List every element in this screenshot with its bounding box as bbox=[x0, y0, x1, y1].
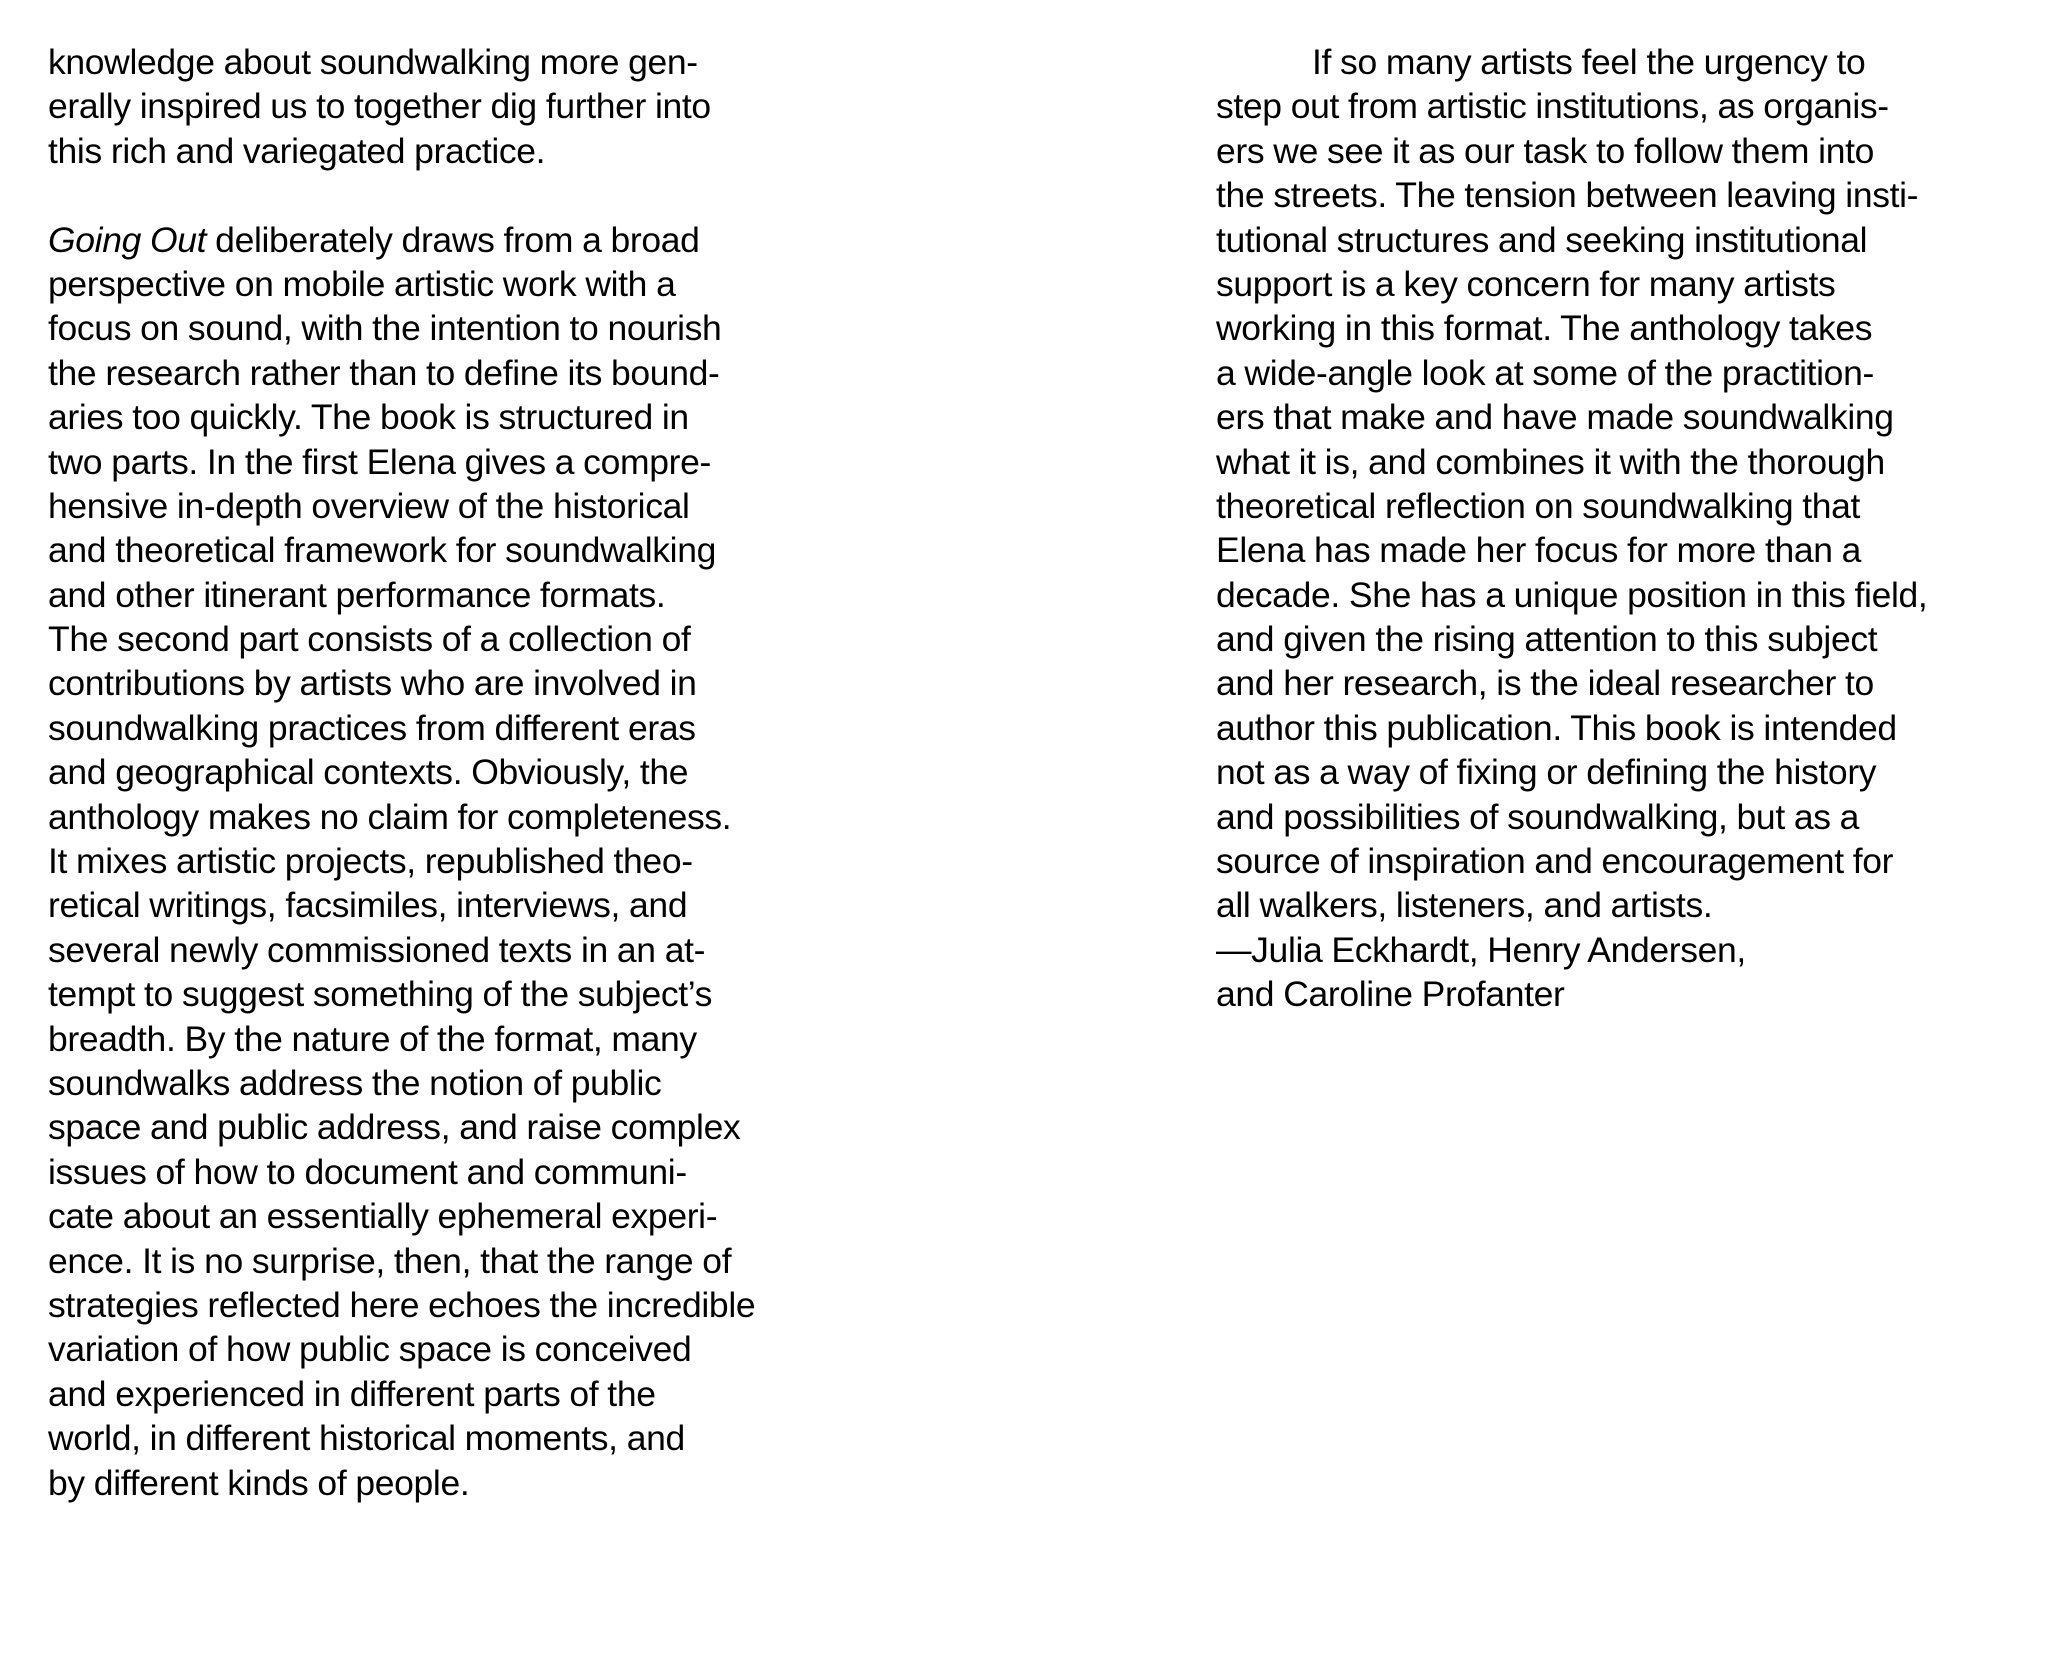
text-line: It mixes artistic projects, republished theo- bbox=[48, 841, 693, 882]
text-line: source of inspiration and encouragement for bbox=[1216, 841, 1894, 882]
text-line: a wide-angle look at some of the practition- bbox=[1216, 352, 1874, 393]
text-line: hensive in-depth overview of the historical bbox=[48, 485, 690, 526]
text-line: and theoretical framework for soundwalking bbox=[48, 530, 717, 571]
text-line: by different kinds of people. bbox=[48, 1462, 470, 1503]
text-line: ence. It is no surprise, then, that the range of bbox=[48, 1240, 732, 1281]
text-fragment: deliberately draws from a broad bbox=[206, 219, 700, 260]
text-line: space and public address, and raise complex bbox=[48, 1107, 741, 1148]
text-line: soundwalking practices from different eras bbox=[48, 707, 696, 748]
text-line: world, in different historical moments, and bbox=[48, 1418, 685, 1459]
text-line: several newly commissioned texts in an at- bbox=[48, 929, 706, 970]
text-line: erally inspired us to together dig further into bbox=[48, 86, 711, 127]
text-line: ers we see it as our task to follow them into bbox=[1216, 130, 1874, 171]
text-line: Elena has made her focus for more than a bbox=[1216, 530, 1862, 571]
left-paragraph-2 bbox=[48, 218, 868, 1505]
text-line: strategies reflected here echoes the incredible bbox=[48, 1284, 756, 1325]
text-line: working in this format. The anthology takes bbox=[1216, 308, 1873, 349]
text-line: and geographical contexts. Obviously, the bbox=[48, 752, 689, 793]
text-line: and experienced in different parts of the bbox=[48, 1373, 656, 1414]
signature-line: and Caroline Profanter bbox=[1216, 974, 1565, 1015]
book-title: Going Out bbox=[48, 219, 207, 260]
text-line: tutional structures and seeking institutional bbox=[1216, 219, 1868, 260]
text-line: breadth. By the nature of the format, many bbox=[48, 1018, 697, 1059]
text-line: all walkers, listeners, and artists. bbox=[1216, 885, 1713, 926]
text-line: anthology makes no claim for completeness. bbox=[48, 796, 732, 837]
text-line: retical writings, facsimiles, interviews, and bbox=[48, 885, 688, 926]
text-line: ers that make and have made soundwalking bbox=[1216, 397, 1894, 438]
text-line: and other itinerant performance formats. bbox=[48, 574, 666, 615]
text-line: issues of how to document and communi- bbox=[48, 1151, 687, 1192]
text-line: and given the rising attention to this subject bbox=[1216, 619, 1878, 660]
text-line: and possibilities of soundwalking, but as a bbox=[1216, 796, 1860, 837]
text-line: and her research, is the ideal researcher to bbox=[1216, 663, 1874, 704]
text-line: tempt to suggest something of the subject’s bbox=[48, 974, 713, 1015]
text-line: decade. She has a unique position in this field, bbox=[1216, 574, 1928, 615]
text-line: step out from artistic institutions, as organis- bbox=[1216, 86, 1889, 127]
left-column bbox=[48, 40, 868, 1505]
text-line: the streets. The tension between leaving insti- bbox=[1216, 175, 1919, 216]
text-line: theoretical reflection on soundwalking that bbox=[1216, 485, 1861, 526]
text-line: variation of how public space is conceived bbox=[48, 1329, 692, 1370]
signature-line: —Julia Eckhardt, Henry Andersen, bbox=[1216, 929, 1746, 970]
left-paragraph-1 bbox=[48, 40, 868, 173]
text-line: what it is, and combines it with the thorough bbox=[1216, 441, 1885, 482]
text-line: If so many artists feel the urgency to bbox=[1312, 42, 1866, 82]
text-line: two parts. In the first Elena gives a compre- bbox=[48, 441, 711, 482]
text-line: support is a key concern for many artists bbox=[1216, 263, 1836, 304]
signature-block bbox=[1216, 928, 2036, 1017]
right-column bbox=[1216, 40, 2036, 1017]
text-line: The second part consists of a collection of bbox=[48, 619, 691, 660]
text-line: aries too quickly. The book is structured in bbox=[48, 397, 689, 438]
text-line: not as a way of fixing or defining the history bbox=[1216, 752, 1877, 793]
text-line: focus on sound, with the intention to nourish bbox=[48, 308, 722, 349]
text-line bbox=[48, 218, 868, 262]
text-line: perspective on mobile artistic work with a bbox=[48, 263, 676, 304]
text-line: contributions by artists who are involved in bbox=[48, 663, 697, 704]
text-line: author this publication. This book is intended bbox=[1216, 707, 1897, 748]
text-line: the research rather than to define its bound- bbox=[48, 352, 720, 393]
text-line: soundwalks address the notion of public bbox=[48, 1062, 662, 1103]
right-paragraph-1 bbox=[1216, 40, 2036, 928]
text-line: cate about an essentially ephemeral experi- bbox=[48, 1196, 718, 1237]
text-line: this rich and variegated practice. bbox=[48, 130, 546, 171]
text-line: knowledge about soundwalking more gen- bbox=[48, 42, 698, 82]
paragraph-gap bbox=[48, 173, 868, 217]
